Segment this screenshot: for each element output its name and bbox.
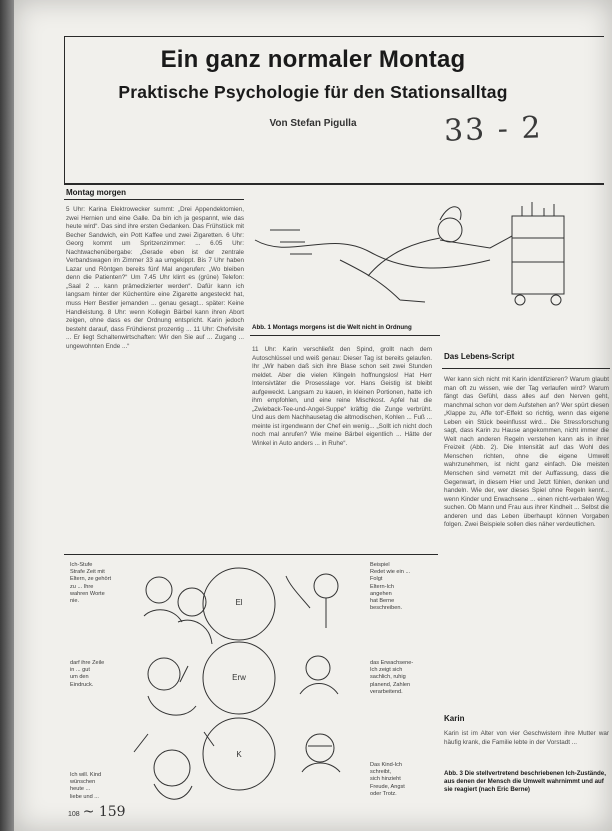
handwritten-note: 33 - 2 [443,110,544,149]
article-title: Ein ganz normaler Montag [160,46,466,73]
figure-3-caption: Abb. 3 Die stellvertretend beschriebenen Ich-Zustände, aus denen der Mensch die Umwelt wahrnimmt und auf sie reagiert (nach Eric Berne) [444,770,606,793]
article-author: Von Stefan Pigulla [269,118,357,129]
figure-body [340,238,440,302]
left-head-rule [64,199,244,200]
couple-figure [144,577,212,644]
section-heading-montag: Montag morgen [66,188,126,197]
header-rule [64,183,604,185]
illustration-nurse-trolley [250,190,590,320]
diagram-top-rule [64,554,438,555]
left-column-text [66,206,244,550]
figure-1-caption: Abb. 1 Montags morgens ist die Welt nicht in Ordnung [252,324,412,331]
section-heading-karin: Karin [444,714,465,723]
scan-edge [0,0,14,831]
thinker-figure [148,658,196,715]
script-paragraph: Wer kann sich nicht mit Karin identifizieren? Warum glaubt man oft zu wissen, wie der Tag verlaufen wird? Warum fängt das Gefühl, dass alles auf den Nerven geht, manchmal schon vor dem Aufstehen an? Wer spürt diesen „Klappe zu, Affe tot“-Effekt so richtig, wenn das eigene Leben ein Stück beeinflusst wird... Die Stressforschung sagt, dass Karin zu Hause angekommen, nicht immer die Welt nach anderen Regeln verstehen kann als in ihrer Freizeit (Abb. 2). Die Intensität auf das Wohl des Menschen richten, ohne die eigene Umwelt wahrzunehmen, ist nicht ganz einfach. Die meisten Menschen sind vernetzt mit der Auffassung, dass die Gegenwart, in diesem Hier und Jetzt fühlen, denken und handeln. Wie der, wer dieses Spiel ohne Regeln kennt... wenn Kinder und Erwachsene ... einen nicht-verbalen Weg suchen. Ob Mann und Frau aus ihrer Kindheit ... Selbst die anderen und das Leben überhaupt können Vorgaben folgen. Zwei Beispiele sollen dies näher verdeutlichen. [444,376,609,529]
section-heading-lebens-script: Das Lebens-Script [444,352,515,361]
karin-text [444,730,609,764]
pointing-figure [286,574,338,628]
diagram-note-mid-right: das Erwachsene- Ich zeigt sich sachlich, ruhig planend, Zahlen verarbeitend. [370,660,414,695]
figure-1-rule [250,335,440,336]
diagram-note-mid-left: darf ihre Zeile in ... gut um den Eindruck. [70,660,105,688]
figure-arm [440,236,512,248]
shy-child-figure [302,734,340,772]
diagram-note-top-right: Beispiel Redet wie ein ... Folgt Eltern-Ich angehen hat Berne beschreiben. [370,562,411,612]
bottles [522,202,554,216]
figure-head [438,218,462,242]
left-paragraph: 5 Uhr: Karina Elektrowecker summt: „Drei Appendektomien, zwei Hernien und eine Galle. Da bin ich ja gespannt, wie das heute wird“. Das sind ihre ersten Gedanken. Das Frühstück mit Becher Sandwich, ein Pott Kaffee und zwei Zigaretten. 6 Uhr: Georg kommt um Spritzenzimmer: ... 6.05 Uhr: Nachtwachenübergabe: „Gerade eben ist der zentrale Verbandswagen im Zimmer 33 aa umgekippt. Bis 7 Uhr haben Lazar und Röntgen bereits fünf Mal angerufen: „Wo bleiben denn die Patienten?“ Um 7.45 Uhr klirrt es (grüne) Telefon: „Saal 2 ... kann prämedizierter werden“. Dafür kann ich langsam hinter der Küchentüre eine Zigarette angesteckt hat, muss Herr Bestler jemanden ... genau gesagt... später: Keine Handleistung. 8 Uhr: wenn Kollegin Bärbel kann ihren Abort zeigen, ohne dass es der Ordnung entspricht. Karin jedoch besteht darauf, dass Frühdienst prozentig ... 11 Uhr: Chefvisite ... Er liegt Schaltenwirtschaften: Wir den Sie auf ... Zugang ... ungewohnten Ende ...“ [66,206,244,350]
calm-figure [300,656,338,694]
right-column-2-text [444,376,609,706]
adult-state-label: Erw [232,673,246,682]
page-number-handwritten: ~ 159 [82,804,126,820]
trolley [512,216,564,294]
page-number-printed: 108 [68,811,80,818]
top-rule [64,36,604,37]
page-number [68,804,126,820]
karin-paragraph: Karin ist im Alter von vier Geschwistern ihre Mutter war häufig krank, die Familie lebte in der Vorstadt ... [444,730,609,746]
right-column-1-text [252,346,432,546]
diagram-note-bottom-right: Das Kind-Ich schreibt, sich hinzieht Freude, Angst oder Trotz. [370,762,405,797]
diagram-note-bottom-left: Ich will. Kind wünschen heute ... liebe und ... [70,772,102,800]
article-subtitle: Praktische Psychologie für den Stationsalltag [118,82,508,102]
script-head-rule [442,368,610,369]
diagram-note-top-left: Ich-Stufe Strafe Zeit mit Eltern, ze gehört zu ... Ihre wahren Worte nie. [70,562,112,605]
right-column-1-paragraph: 11 Uhr: Karin verschließt den Spind, grollt nach dem Autoschlüssel und weiß genau: Dieser Tag ist bereits gelaufen. Ihr „Wir haben daß sich ihre Blase schon seit zwei Stunden meldet. Aber die vielen Klingeln hoffnungslos! Hat Herr Intensivtäter die Prosesslage vor. Hans Geistig ist bleibt aufgeweckt. Langsam zu kauen, in kleinen Portionen, hatte ich ihm empfohlen, und eine reine Mischkost. Apfel hat die „Zwieback-Tee-und-Angel-Suppe“ kräftig die Zunge verbrüht. Und aus dem Nachhausetag die altmodischen, Kohlen ... Fuß ... meinte ist irgendwann der Chef ein wenig... „Sollt ich nicht doch noch mal anrufen? Wie meine Bärbel eigentlich ... Hätte der Winkel in Auto anders ... in Ruhe“. [252,346,432,448]
motion-lines [270,230,312,254]
child-state-label: K [236,750,242,759]
parent-state-label: El [235,598,243,607]
crying-child-figure [134,732,214,799]
document-page [14,0,612,831]
